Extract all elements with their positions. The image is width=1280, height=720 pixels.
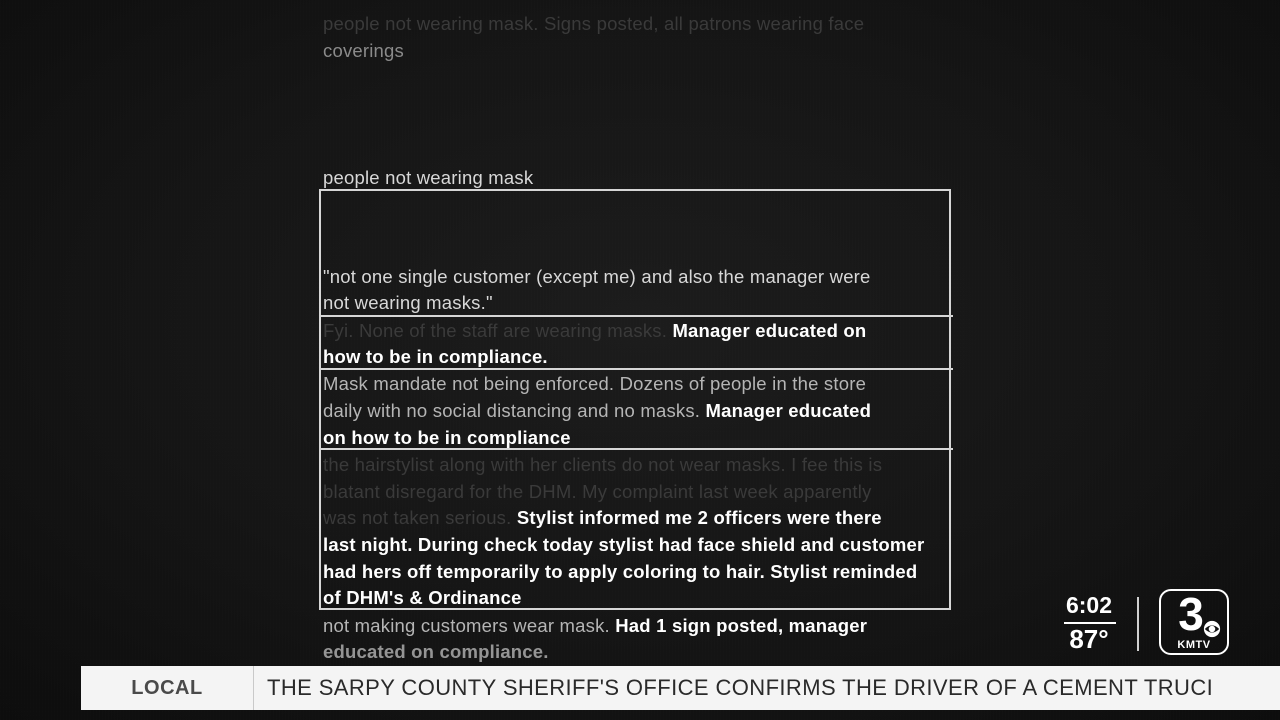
response-text: educated on compliance. — [323, 641, 549, 662]
temperature-display: 87° — [1069, 624, 1109, 654]
station-logo — [1159, 589, 1229, 655]
response-text: how to be in compliance. — [323, 346, 548, 367]
complaint-text: daily with no social distancing and no masks. — [323, 400, 706, 421]
document-line: coverings — [323, 40, 404, 61]
table-cell-text: "not one single customer (except me) and also the manager were — [323, 266, 871, 287]
response-text: Stylist informed me 2 officers were there — [516, 507, 882, 528]
complaint-text: Mask mandate not being enforced. Dozens of people in the store — [323, 373, 867, 394]
station-divider — [1137, 597, 1139, 651]
complaint-text: the hairstylist along with her clients do not wear masks. I fee this is — [323, 454, 883, 475]
response-text: had hers off temporarily to apply coloring to hair. Stylist reminded — [323, 561, 918, 582]
response-text: of DHM's & Ordinance — [323, 587, 522, 608]
complaint-text: blatant disregard for the DHM. My complaint last week apparently — [323, 481, 872, 502]
ticker-divider — [253, 666, 254, 710]
ticker-headline: THE SARPY COUNTY SHERIFF'S OFFICE CONFIRMS THE DRIVER OF A CEMENT TRUCI — [267, 675, 1214, 700]
document-line — [323, 612, 867, 639]
response-text: Had 1 sign posted, manager — [615, 615, 868, 636]
channel-number: 3 — [1178, 588, 1204, 640]
response-text: Manager educated — [705, 400, 872, 421]
ticker-label: LOCAL — [131, 676, 203, 699]
response-text: on how to be in compliance — [323, 427, 571, 448]
cbs-eye-icon — [1203, 620, 1221, 638]
complaint-text: was not taken serious. — [323, 507, 517, 528]
table-cell-text — [323, 397, 871, 424]
document-heading: people not wearing mask — [323, 167, 534, 188]
document-line: people not wearing mask. Signs posted, all patrons wearing face — [323, 13, 865, 34]
complaint-text: not making customers wear mask. — [323, 615, 616, 636]
table-cell-text: not wearing masks." — [323, 292, 493, 313]
news-ticker — [81, 666, 1280, 710]
time-display: 6:02 — [1065, 592, 1113, 618]
response-text: Manager educated on — [672, 320, 867, 341]
call-letters: KMTV — [1177, 639, 1211, 651]
response-text: last night. During check today stylist had face shield and customer — [323, 534, 925, 555]
complaint-text: Fyi. None of the staff are wearing masks. — [323, 320, 673, 341]
table-cell-text — [323, 317, 866, 344]
table-cell-text — [323, 504, 882, 531]
